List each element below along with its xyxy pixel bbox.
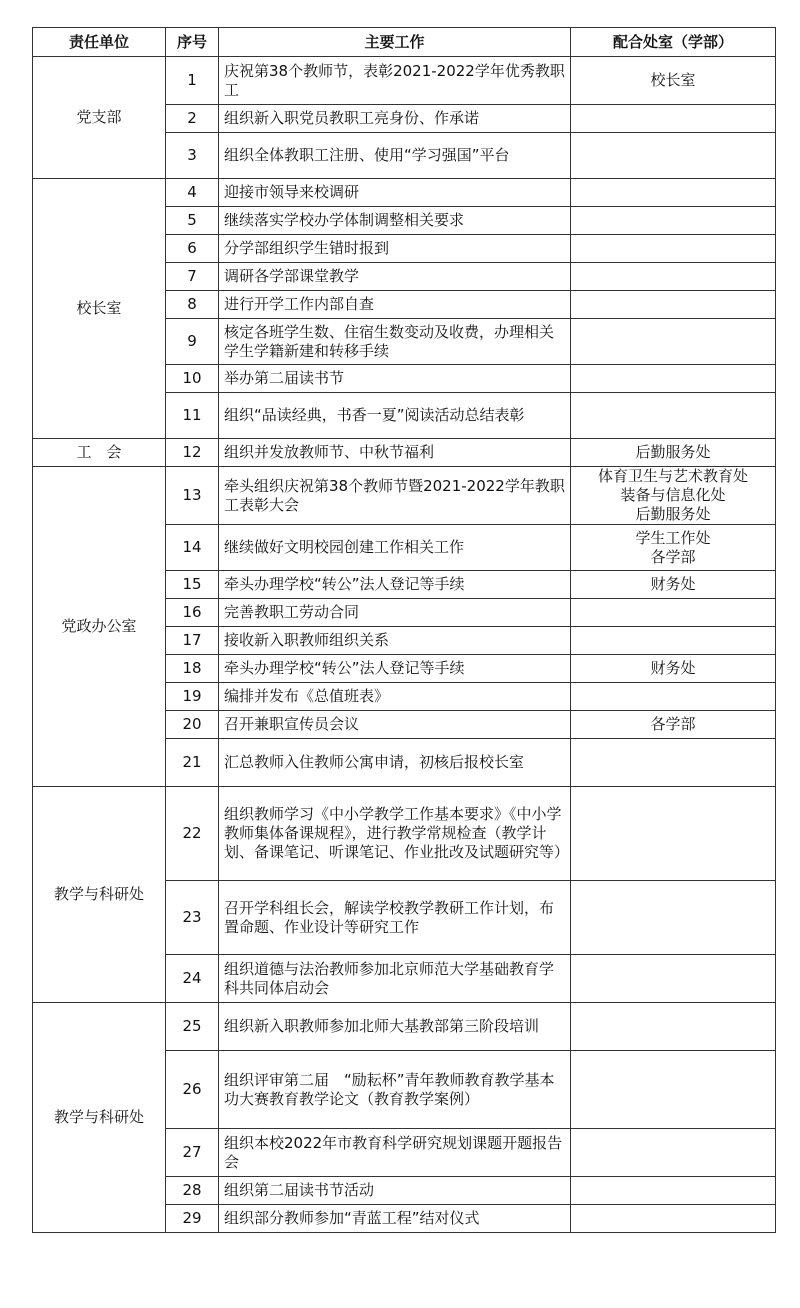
row-number-cell: 4 xyxy=(166,179,219,207)
table-header-row xyxy=(33,28,776,57)
cooperating-office-cell xyxy=(571,1205,776,1233)
cooperating-office-cell: 财务处 xyxy=(571,571,776,599)
cooperating-office-cell: 财务处 xyxy=(571,655,776,683)
cooperating-office-cell: 各学部 xyxy=(571,711,776,739)
main-work-cell: 举办第二届读书节 xyxy=(219,365,571,393)
row-number-cell: 18 xyxy=(166,655,219,683)
cooperating-office-cell xyxy=(571,739,776,787)
cooperating-office-cell xyxy=(571,235,776,263)
row-number-cell: 17 xyxy=(166,627,219,655)
cooperating-office-cell xyxy=(571,881,776,955)
row-number-cell: 16 xyxy=(166,599,219,627)
table-row xyxy=(33,179,776,207)
row-number-cell: 5 xyxy=(166,207,219,235)
row-number-cell: 13 xyxy=(166,467,219,525)
work-plan-table xyxy=(32,27,776,1233)
header-main-work: 主要工作 xyxy=(219,28,571,57)
main-work-cell: 继续落实学校办学体制调整相关要求 xyxy=(219,207,571,235)
main-work-cell: 组织道德与法治教师参加北京师范大学基础教育学科共同体启动会 xyxy=(219,955,571,1003)
cooperating-office-cell: 学生工作处 各学部 xyxy=(571,525,776,571)
cooperating-office-cell xyxy=(571,1177,776,1205)
main-work-cell: 核定各班学生数、住宿生数变动及收费，办理相关学生学籍新建和转移手续 xyxy=(219,319,571,365)
main-work-cell: 组织评审第二届 “励耘杯”青年教师教育教学基本功大赛教育教学论文（教育教学案例） xyxy=(219,1051,571,1129)
main-work-cell: 进行开学工作内部自查 xyxy=(219,291,571,319)
cooperating-office-cell: 校长室 xyxy=(571,57,776,105)
main-work-cell: 继续做好文明校园创建工作相关工作 xyxy=(219,525,571,571)
main-work-cell: 组织“品读经典，书香一夏”阅读活动总结表彰 xyxy=(219,393,571,439)
main-work-cell: 组织新入职教师参加北师大基教部第三阶段培训 xyxy=(219,1003,571,1051)
header-cooperating-office: 配合处室（学部） xyxy=(571,28,776,57)
row-number-cell: 23 xyxy=(166,881,219,955)
row-number-cell: 2 xyxy=(166,105,219,133)
row-number-cell: 29 xyxy=(166,1205,219,1233)
header-number: 序号 xyxy=(166,28,219,57)
cooperating-office-cell xyxy=(571,393,776,439)
row-number-cell: 6 xyxy=(166,235,219,263)
row-number-cell: 19 xyxy=(166,683,219,711)
cooperating-office-cell xyxy=(571,133,776,179)
main-work-cell: 组织新入职党员教职工亮身份、作承诺 xyxy=(219,105,571,133)
main-work-cell: 分学部组织学生错时报到 xyxy=(219,235,571,263)
row-number-cell: 9 xyxy=(166,319,219,365)
cooperating-office-cell xyxy=(571,365,776,393)
cooperating-office-cell xyxy=(571,1051,776,1129)
main-work-cell: 编排并发布《总值班表》 xyxy=(219,683,571,711)
table-row xyxy=(33,1003,776,1051)
cooperating-office-cell xyxy=(571,263,776,291)
main-work-cell: 组织第二届读书节活动 xyxy=(219,1177,571,1205)
row-number-cell: 20 xyxy=(166,711,219,739)
cooperating-office-cell xyxy=(571,319,776,365)
main-work-cell: 召开学科组长会，解读学校教学教研工作计划，布置命题、作业设计等研究工作 xyxy=(219,881,571,955)
responsible-unit-cell: 党支部 xyxy=(33,57,166,179)
cooperating-office-cell xyxy=(571,179,776,207)
responsible-unit-cell: 校长室 xyxy=(33,179,166,439)
row-number-cell: 22 xyxy=(166,787,219,881)
row-number-cell: 25 xyxy=(166,1003,219,1051)
main-work-cell: 调研各学部课堂教学 xyxy=(219,263,571,291)
main-work-cell: 迎接市领导来校调研 xyxy=(219,179,571,207)
row-number-cell: 10 xyxy=(166,365,219,393)
cooperating-office-cell xyxy=(571,291,776,319)
main-work-cell: 牵头办理学校“转公”法人登记等手续 xyxy=(219,571,571,599)
responsible-unit-cell: 工 会 xyxy=(33,439,166,467)
main-work-cell: 组织部分教师参加“青蓝工程”结对仪式 xyxy=(219,1205,571,1233)
cooperating-office-cell xyxy=(571,599,776,627)
main-work-cell: 组织教师学习《中小学教学工作基本要求》《中小学教师集体备课规程》，进行教学常规检查（教学计划、备课笔记、听课笔记、作业批改及试题研究等） xyxy=(219,787,571,881)
main-work-cell: 牵头办理学校“转公”法人登记等手续 xyxy=(219,655,571,683)
table-row xyxy=(33,467,776,525)
row-number-cell: 28 xyxy=(166,1177,219,1205)
main-work-cell: 组织本校2022年市教育科学研究规划课题开题报告会 xyxy=(219,1129,571,1177)
cooperating-office-cell xyxy=(571,207,776,235)
main-work-cell: 接收新入职教师组织关系 xyxy=(219,627,571,655)
cooperating-office-cell: 体育卫生与艺术教育处 装备与信息化处 后勤服务处 xyxy=(571,467,776,525)
main-work-cell: 完善教职工劳动合同 xyxy=(219,599,571,627)
row-number-cell: 21 xyxy=(166,739,219,787)
row-number-cell: 24 xyxy=(166,955,219,1003)
table-row xyxy=(33,439,776,467)
cooperating-office-cell: 后勤服务处 xyxy=(571,439,776,467)
main-work-cell: 组织并发放教师节、中秋节福利 xyxy=(219,439,571,467)
row-number-cell: 8 xyxy=(166,291,219,319)
row-number-cell: 15 xyxy=(166,571,219,599)
main-work-cell: 召开兼职宣传员会议 xyxy=(219,711,571,739)
main-work-cell: 汇总教师入住教师公寓申请，初核后报校长室 xyxy=(219,739,571,787)
row-number-cell: 1 xyxy=(166,57,219,105)
main-work-cell: 组织全体教职工注册、使用“学习强国”平台 xyxy=(219,133,571,179)
cooperating-office-cell xyxy=(571,787,776,881)
row-number-cell: 27 xyxy=(166,1129,219,1177)
row-number-cell: 3 xyxy=(166,133,219,179)
cooperating-office-cell xyxy=(571,683,776,711)
cooperating-office-cell xyxy=(571,955,776,1003)
table-row xyxy=(33,787,776,881)
main-work-cell: 庆祝第38个教师节，表彰2021-2022学年优秀教职工 xyxy=(219,57,571,105)
cooperating-office-cell xyxy=(571,1129,776,1177)
responsible-unit-cell: 教学与科研处 xyxy=(33,1003,166,1233)
cooperating-office-cell xyxy=(571,1003,776,1051)
table-body xyxy=(33,57,776,1233)
responsible-unit-cell: 党政办公室 xyxy=(33,467,166,787)
cooperating-office-cell xyxy=(571,627,776,655)
row-number-cell: 11 xyxy=(166,393,219,439)
row-number-cell: 12 xyxy=(166,439,219,467)
cooperating-office-cell xyxy=(571,105,776,133)
table-row xyxy=(33,57,776,105)
row-number-cell: 26 xyxy=(166,1051,219,1129)
main-work-cell: 牵头组织庆祝第38个教师节暨2021-2022学年教职工表彰大会 xyxy=(219,467,571,525)
header-unit: 责任单位 xyxy=(33,28,166,57)
row-number-cell: 14 xyxy=(166,525,219,571)
responsible-unit-cell: 教学与科研处 xyxy=(33,787,166,1003)
row-number-cell: 7 xyxy=(166,263,219,291)
